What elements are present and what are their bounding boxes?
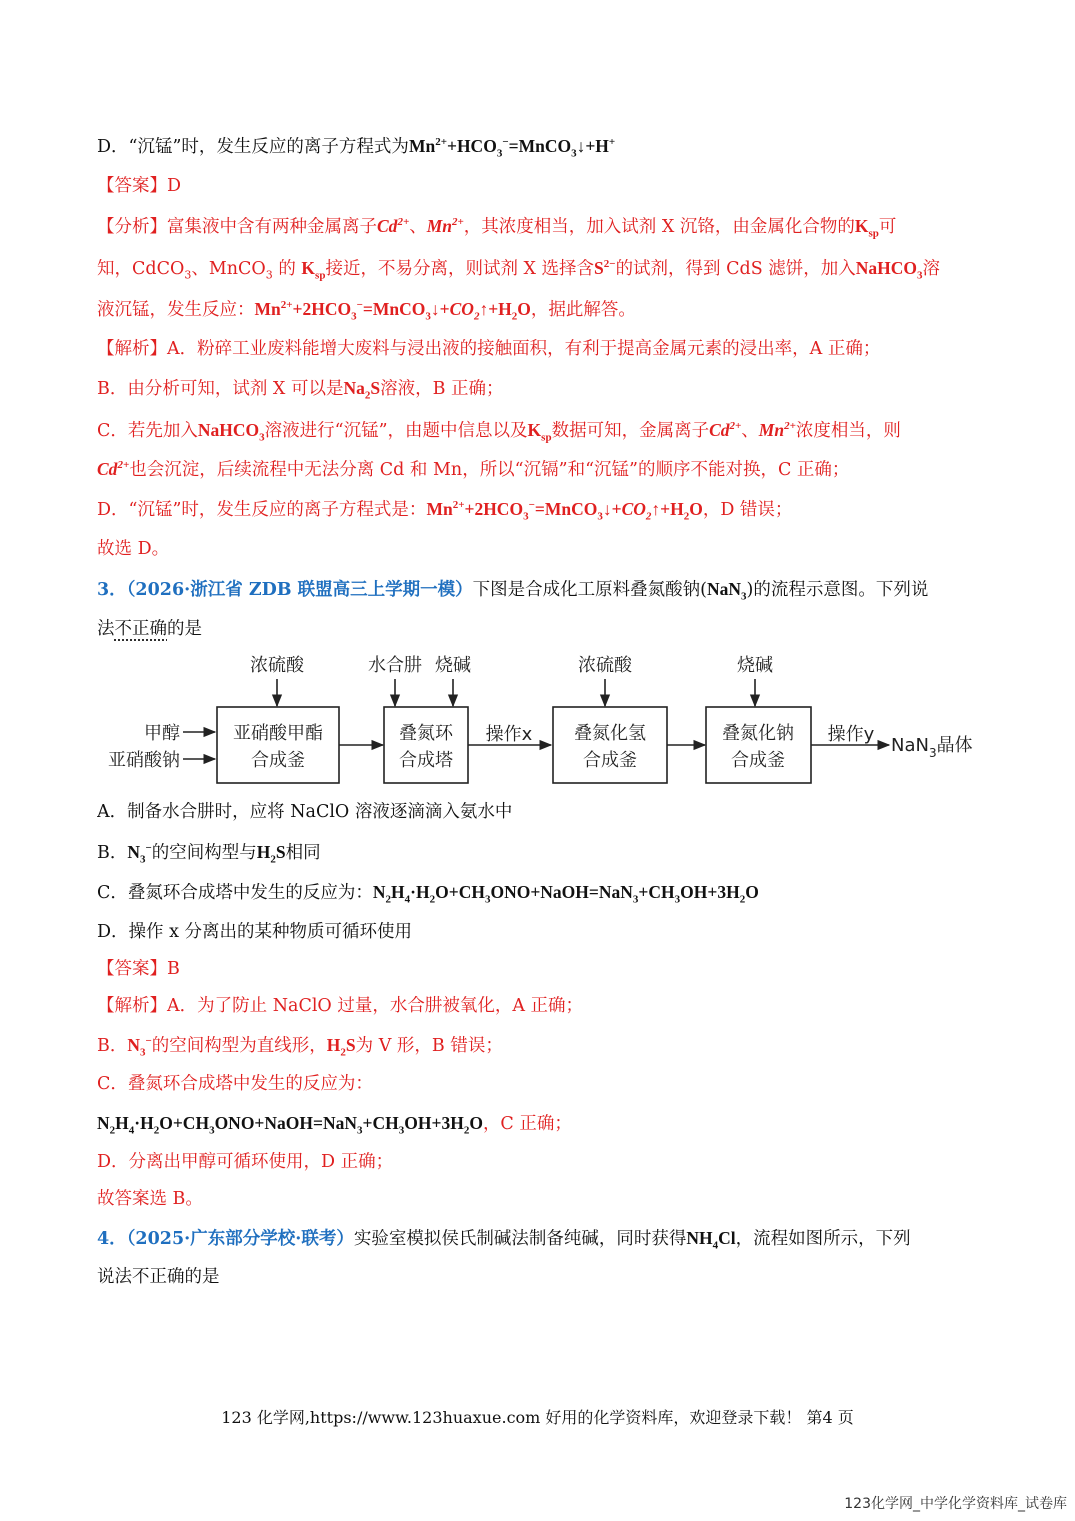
analysis-line-1: 【分析】富集液中含有两种金属离子$Cd^{2+}$、$Mn^{2+}$，其浓度相当，加入试剂 X 沉铬，由金属化合物的$K_{sp}$可 bbox=[97, 216, 897, 239]
q3-explain-c-line-1: C．叠氮环合成塔中发生的反应为： bbox=[97, 1074, 373, 1094]
explain-c-line-2: $Cd^{2+}$也会沉淀，后续流程中无法分离 Cd 和 Mn，所以“沉镉”和“沉锰”的顺序不能对换，C 正确； bbox=[97, 459, 850, 480]
input-top-3: 浓硫酸 bbox=[578, 655, 632, 676]
process-flowchart bbox=[95, 648, 985, 790]
input-top-1: 浓硫酸 bbox=[250, 655, 304, 676]
analysis-line-3: 液沉锰，发生反应：$Mn^{2+}+2HCO_3^-=MnCO_3↓+CO_2↑+H_2O$，据此解答。 bbox=[97, 299, 636, 322]
box-3-line-2: 合成釜 bbox=[583, 750, 637, 771]
q3-stem-line-1: 3．（2026·浙江省 ZDB 联盟高三上学期一模）下图是合成化工原料叠氮酸钠(NaN$_3$)的流程示意图。下列说 bbox=[97, 579, 929, 602]
input-top-2a: 水合肼 bbox=[368, 655, 422, 676]
q3-explain-b: B．$N_3^-$的空间构型为直线形，$H_2S$为 V 形，B 错误； bbox=[97, 1035, 503, 1058]
explain-d: D．“沉锰”时，发生反应的离子方程式是：$Mn^{2+}+2HCO_3^-=MnCO_3↓+CO_2↑+H_2O$，D 错误； bbox=[97, 499, 793, 522]
q3-option-b: B．$N_3^-$的空间构型与$H_2S$相同 bbox=[97, 842, 321, 865]
q4-stem-line-1: 4．（2025·广东部分学校·联考）实验室模拟侯氏制碱法制备纯碱，同时获得$NH_4Cl$，流程如图所示，下列 bbox=[97, 1228, 911, 1251]
box-3 bbox=[553, 707, 667, 783]
watermark: 123化学网_中学化学资料库_试卷库 bbox=[844, 1496, 1067, 1512]
q3-answer: 【答案】B bbox=[97, 959, 180, 979]
page-footer: 123 化学网,https://www.123huaxue.com 好用的化学资料库，欢迎登录下载！ 第4 页 bbox=[221, 1408, 854, 1427]
input-left-1: 甲醇 bbox=[144, 723, 180, 744]
q3-explain-a: 【解析】A．为了防止 NaClO 过量，水合肼被氧化，A 正确； bbox=[97, 996, 584, 1016]
answer-line: 【答案】D bbox=[97, 176, 182, 196]
explain-a: 【解析】A．粉碎工业废料能增大废料与浸出液的接触面积，有利于提高金属元素的浸出率，A 正确； bbox=[97, 339, 881, 359]
q3-explain-d: D．分离出甲醇可循环使用，D 正确； bbox=[97, 1152, 394, 1172]
conclusion: 故选 D。 bbox=[97, 539, 170, 559]
box-3-line-1: 叠氮化氢 bbox=[574, 723, 646, 744]
box-1-line-1: 亚硝酸甲酯 bbox=[233, 723, 323, 744]
box-1-line-2: 合成釜 bbox=[251, 750, 305, 771]
box-4-line-2: 合成釜 bbox=[731, 750, 785, 771]
explain-b: B．由分析可知，试剂 X 可以是$Na_2S$溶液，B 正确； bbox=[97, 378, 504, 401]
input-left-2: 亚硝酸钠 bbox=[108, 750, 180, 771]
q3-conclusion: 故答案选 B。 bbox=[97, 1189, 203, 1209]
box-4-line-1: 叠氮化钠 bbox=[722, 723, 794, 744]
input-top-2b: 烧碱 bbox=[435, 655, 471, 676]
q3-explain-c-line-2: $N_2H_4\cdot H_2O+CH_3ONO+NaOH=NaN_3+CH_3OH+3H_2O$，C 正确； bbox=[97, 1113, 572, 1136]
op-y-label: 操作y bbox=[827, 724, 875, 745]
q3-option-c: C．叠氮环合成塔中发生的反应为：$N_2H_4\cdot H_2O+CH_3ONO+NaOH=NaN_3+CH_3OH+3H_2O$ bbox=[97, 882, 759, 905]
box-2-line-2: 合成塔 bbox=[399, 750, 453, 771]
analysis-line-2: 知，CdCO$_3$、MnCO$_3$ 的 $K_{sp}$接近，不易分离，则试剂 X 选择含$S^{2-}$的试剂，得到 CdS 滤饼，加入NaHCO$_3$溶 bbox=[97, 258, 941, 281]
q3-option-a: A．制备水合肼时，应将 NaClO 溶液逐滴滴入氨水中 bbox=[97, 802, 513, 822]
box-1 bbox=[217, 707, 339, 783]
q4-stem-line-2: 说法不正确的是 bbox=[97, 1267, 220, 1287]
box-4 bbox=[706, 707, 811, 783]
option-d-prev: D．“沉锰”时，发生反应的离子方程式为$Mn^{2+}+HCO_3^-=MnCO_3↓+H^+$ bbox=[97, 136, 616, 159]
box-2-line-1: 叠氮环 bbox=[399, 723, 453, 744]
op-x-label: 操作x bbox=[485, 724, 533, 745]
box-2 bbox=[384, 707, 468, 783]
q3-stem-line-2: 法不正确的是 bbox=[97, 619, 202, 639]
q3-option-d: D．操作 x 分离出的某种物质可循环使用 bbox=[97, 922, 413, 942]
product-label: NaN$_3$晶体 bbox=[891, 735, 973, 760]
explain-c-line-1: C．若先加入NaHCO$_3$溶液进行“沉锰”，由题中信息以及$K_{sp}$数据可知，金属离子$Cd^{2+}$、$Mn^{2+}$浓度相当，则 bbox=[97, 420, 901, 443]
input-top-4: 烧碱 bbox=[737, 655, 773, 676]
